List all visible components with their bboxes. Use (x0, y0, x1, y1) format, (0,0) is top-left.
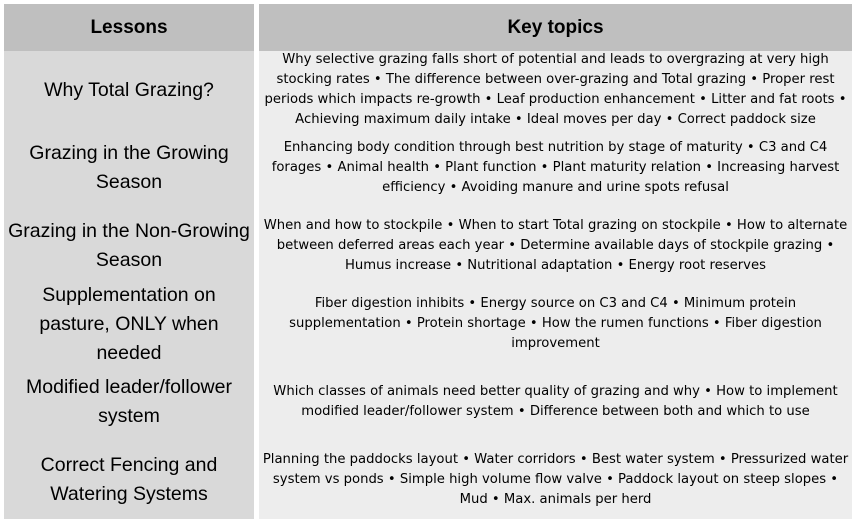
lessons-table (4, 4, 852, 520)
lesson-cell: Why Total Grazing? (4, 51, 254, 129)
topics-cell: Which classes of animals need better quality of grazing and why • How to implement modified leader/follower system • Difference between both and which to use (259, 363, 852, 441)
lesson-cell: Grazing in the Non-Growing Season (4, 207, 254, 285)
header-lessons: Lessons (4, 4, 254, 51)
header-key-topics: Key topics (259, 4, 852, 51)
lesson-cell: Modified leader/follower system (4, 363, 254, 441)
topics-cell: Enhancing body condition through best nutrition by stage of maturity • C3 and C4 forages • Animal health • Plant function • Plant maturity relation • Increasing harvest efficiency • Avoiding manure and urine spots refusal (259, 129, 852, 207)
lesson-cell: Grazing in the Growing Season (4, 129, 254, 207)
topics-cell: When and how to stockpile • When to start Total grazing on stockpile • How to alternate between deferred areas each year • Determine available days of stockpile grazing • Humus increase • Nutritional adaptation • Energy root reserves (259, 207, 852, 285)
lesson-cell: Correct Fencing and Watering Systems (4, 441, 254, 519)
topics-cell: Why selective grazing falls short of potential and leads to overgrazing at very high stocking rates • The difference between over-grazing and Total grazing • Proper rest periods which impacts re-growth • Leaf production enhancement • Litter and fat roots • Achieving maximum daily intake • Ideal moves per day • Correct paddock size (259, 51, 852, 129)
topics-cell: Fiber digestion inhibits • Energy source on C3 and C4 • Minimum protein supplementation • Protein shortage • How the rumen functions • Fiber digestion improvement (259, 285, 852, 363)
lesson-cell: Supplementation on pasture, ONLY when needed (4, 285, 254, 363)
topics-cell: Planning the paddocks layout • Water corridors • Best water system • Pressurized water system vs ponds • Simple high volume flow valve • Paddock layout on steep slopes • Mud • Max. animals per herd (259, 441, 852, 519)
